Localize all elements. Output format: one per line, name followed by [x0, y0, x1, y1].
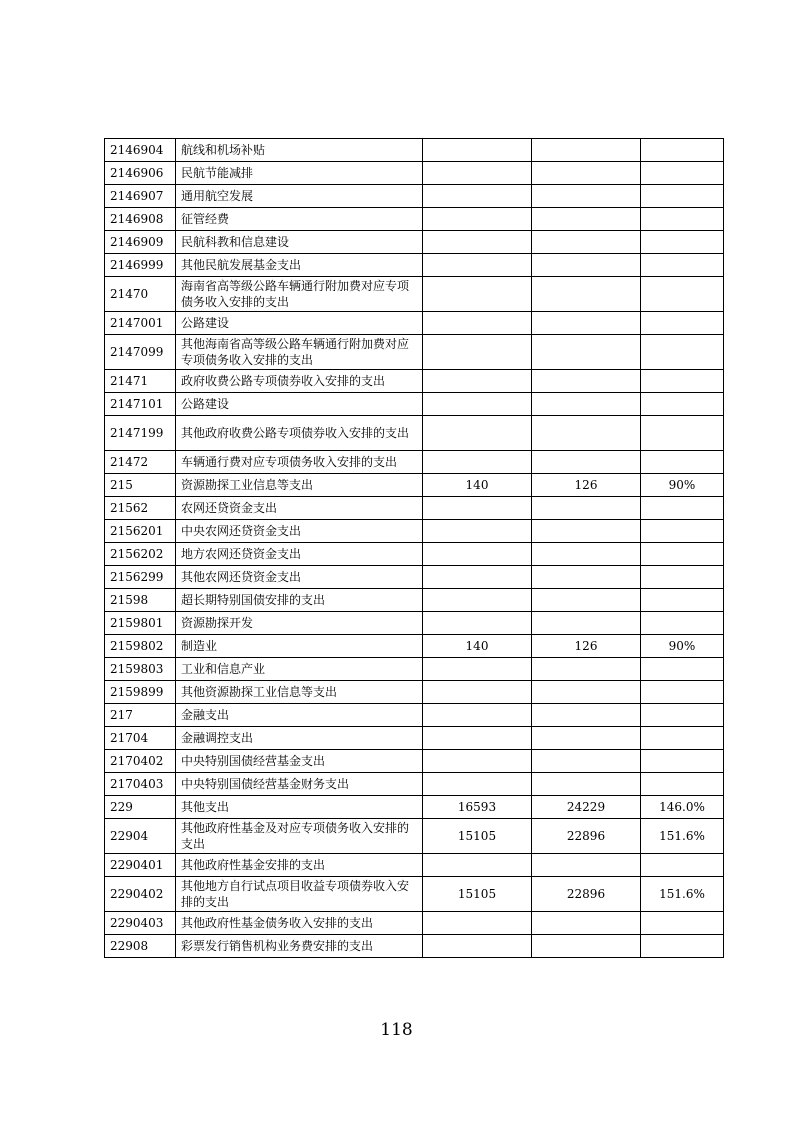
row-value-1: [423, 704, 532, 727]
row-value-2: 22896: [532, 819, 641, 854]
row-value-1: [423, 393, 532, 416]
row-value-3: 151.6%: [641, 877, 724, 912]
row-value-1: [423, 935, 532, 958]
table-row: [105, 796, 724, 819]
row-value-3: [641, 566, 724, 589]
row-value-3: [641, 277, 724, 312]
row-value-3: [641, 393, 724, 416]
row-value-1: [423, 520, 532, 543]
row-name: 航线和机场补贴: [176, 139, 423, 162]
row-value-3: [641, 935, 724, 958]
table-row: [105, 854, 724, 877]
row-name: 其他资源勘探工业信息等支出: [176, 681, 423, 704]
row-value-2: [532, 416, 641, 451]
row-value-3: 90%: [641, 635, 724, 658]
table-row: [105, 750, 724, 773]
row-value-2: 126: [532, 635, 641, 658]
row-value-3: [641, 854, 724, 877]
table-row: [105, 416, 724, 451]
table-row: [105, 658, 724, 681]
row-name: 其他政府性基金债务收入安排的支出: [176, 912, 423, 935]
row-name: 金融调控支出: [176, 727, 423, 750]
row-value-3: [641, 773, 724, 796]
table-row: [105, 520, 724, 543]
row-code: 2159801: [105, 612, 176, 635]
row-code: 2170402: [105, 750, 176, 773]
row-value-2: [532, 704, 641, 727]
row-code: 2146909: [105, 231, 176, 254]
row-code: 2146999: [105, 254, 176, 277]
row-value-3: [641, 612, 724, 635]
row-code: 2156202: [105, 543, 176, 566]
row-value-3: [641, 497, 724, 520]
row-value-3: [641, 750, 724, 773]
row-value-1: 15105: [423, 819, 532, 854]
row-value-1: [423, 750, 532, 773]
row-code: 2290402: [105, 877, 176, 912]
row-name: 其他政府收费公路专项债券收入安排的支出: [176, 416, 423, 451]
table-row: [105, 393, 724, 416]
row-value-3: [641, 370, 724, 393]
table-row: [105, 681, 724, 704]
row-code: 21598: [105, 589, 176, 612]
row-code: 2290401: [105, 854, 176, 877]
budget-table: [104, 138, 724, 958]
row-value-2: [532, 208, 641, 231]
row-value-1: [423, 231, 532, 254]
row-value-2: [532, 231, 641, 254]
row-name: 其他海南省高等级公路车辆通行附加费对应专项债务收入安排的支出: [176, 335, 423, 370]
row-value-2: [532, 520, 641, 543]
row-name: 其他政府性基金安排的支出: [176, 854, 423, 877]
row-value-1: [423, 681, 532, 704]
row-value-1: [423, 589, 532, 612]
row-value-2: [532, 589, 641, 612]
page-number: 118: [380, 1020, 413, 1040]
table-row: [105, 451, 724, 474]
row-value-1: [423, 543, 532, 566]
row-code: 2146907: [105, 185, 176, 208]
row-value-3: [641, 704, 724, 727]
row-value-3: [641, 416, 724, 451]
row-name: 车辆通行费对应专项债务收入安排的支出: [176, 451, 423, 474]
table-row: [105, 773, 724, 796]
row-code: 2159803: [105, 658, 176, 681]
row-value-2: 126: [532, 474, 641, 497]
row-value-1: [423, 277, 532, 312]
row-value-2: [532, 854, 641, 877]
table-row: [105, 635, 724, 658]
row-name: 通用航空发展: [176, 185, 423, 208]
row-value-1: [423, 208, 532, 231]
row-value-2: [532, 750, 641, 773]
row-name: 公路建设: [176, 312, 423, 335]
row-value-3: [641, 208, 724, 231]
row-name: 地方农网还贷资金支出: [176, 543, 423, 566]
row-code: 2147101: [105, 393, 176, 416]
row-value-2: [532, 566, 641, 589]
table-row: [105, 543, 724, 566]
row-name: 其他农网还贷资金支出: [176, 566, 423, 589]
row-value-2: [532, 277, 641, 312]
row-value-3: [641, 589, 724, 612]
row-name: 中央农网还贷资金支出: [176, 520, 423, 543]
row-value-1: [423, 566, 532, 589]
row-value-3: 90%: [641, 474, 724, 497]
row-value-1: [423, 370, 532, 393]
row-code: 2156299: [105, 566, 176, 589]
row-value-2: [532, 658, 641, 681]
table-row: [105, 704, 724, 727]
row-value-1: [423, 612, 532, 635]
row-name: 中央特别国债经营基金财务支出: [176, 773, 423, 796]
row-value-2: 24229: [532, 796, 641, 819]
row-code: 21472: [105, 451, 176, 474]
row-code: 2146908: [105, 208, 176, 231]
row-name: 超长期特别国债安排的支出: [176, 589, 423, 612]
table-row: [105, 819, 724, 854]
row-value-2: 22896: [532, 877, 641, 912]
row-value-2: [532, 773, 641, 796]
row-name: 制造业: [176, 635, 423, 658]
row-value-2: [532, 185, 641, 208]
row-name: 征管经费: [176, 208, 423, 231]
row-value-1: [423, 162, 532, 185]
row-code: 22904: [105, 819, 176, 854]
row-code: 215: [105, 474, 176, 497]
row-value-3: [641, 543, 724, 566]
row-code: 2170403: [105, 773, 176, 796]
row-value-1: [423, 312, 532, 335]
table-row: [105, 254, 724, 277]
row-value-3: [641, 185, 724, 208]
row-value-3: [641, 451, 724, 474]
row-value-1: [423, 139, 532, 162]
table-row: [105, 370, 724, 393]
table-row: [105, 589, 724, 612]
row-value-1: [423, 185, 532, 208]
row-value-1: [423, 335, 532, 370]
row-code: 21471: [105, 370, 176, 393]
row-code: 21562: [105, 497, 176, 520]
table-row: [105, 162, 724, 185]
row-code: 2159899: [105, 681, 176, 704]
row-code: 2147199: [105, 416, 176, 451]
row-code: 22908: [105, 935, 176, 958]
row-code: 2156201: [105, 520, 176, 543]
row-code: 2146906: [105, 162, 176, 185]
row-value-3: [641, 312, 724, 335]
row-value-3: [641, 727, 724, 750]
table-row: [105, 497, 724, 520]
row-value-2: [532, 393, 641, 416]
budget-table-body: [105, 139, 724, 958]
row-value-3: [641, 681, 724, 704]
row-value-3: [641, 912, 724, 935]
row-name: 政府收费公路专项债券收入安排的支出: [176, 370, 423, 393]
row-value-3: [641, 658, 724, 681]
row-value-3: [641, 520, 724, 543]
row-value-3: 151.6%: [641, 819, 724, 854]
row-value-2: [532, 370, 641, 393]
row-value-2: [532, 935, 641, 958]
row-value-3: [641, 162, 724, 185]
table-row: [105, 566, 724, 589]
table-row: [105, 208, 724, 231]
table-row: [105, 139, 724, 162]
row-name: 民航节能减排: [176, 162, 423, 185]
table-row: [105, 335, 724, 370]
row-code: 21470: [105, 277, 176, 312]
row-value-3: [641, 231, 724, 254]
row-value-2: [532, 162, 641, 185]
row-value-2: [532, 912, 641, 935]
table-row: [105, 312, 724, 335]
row-name: 海南省高等级公路车辆通行附加费对应专项债务收入安排的支出: [176, 277, 423, 312]
row-code: 229: [105, 796, 176, 819]
row-value-1: 140: [423, 474, 532, 497]
row-value-1: [423, 416, 532, 451]
row-code: 2146904: [105, 139, 176, 162]
row-code: 21704: [105, 727, 176, 750]
row-value-3: [641, 254, 724, 277]
row-value-1: [423, 451, 532, 474]
row-value-2: [532, 612, 641, 635]
row-value-1: [423, 912, 532, 935]
table-row: [105, 912, 724, 935]
row-value-2: [532, 254, 641, 277]
row-value-2: [532, 312, 641, 335]
row-value-1: [423, 773, 532, 796]
row-value-2: [532, 497, 641, 520]
row-code: 217: [105, 704, 176, 727]
row-value-1: [423, 727, 532, 750]
row-name: 金融支出: [176, 704, 423, 727]
row-name: 民航科教和信息建设: [176, 231, 423, 254]
row-code: 2147099: [105, 335, 176, 370]
row-name: 资源勘探工业信息等支出: [176, 474, 423, 497]
row-name: 其他政府性基金及对应专项债务收入安排的支出: [176, 819, 423, 854]
row-code: 2290403: [105, 912, 176, 935]
row-name: 其他民航发展基金支出: [176, 254, 423, 277]
row-name: 中央特别国债经营基金支出: [176, 750, 423, 773]
row-value-1: 15105: [423, 877, 532, 912]
row-name: 农网还贷资金支出: [176, 497, 423, 520]
row-value-1: [423, 854, 532, 877]
row-value-3: [641, 139, 724, 162]
row-value-1: 140: [423, 635, 532, 658]
row-code: 2159802: [105, 635, 176, 658]
row-name: 公路建设: [176, 393, 423, 416]
row-name: 其他地方自行试点项目收益专项债券收入安排的支出: [176, 877, 423, 912]
row-name: 资源勘探开发: [176, 612, 423, 635]
row-value-1: 16593: [423, 796, 532, 819]
row-value-2: [532, 681, 641, 704]
row-value-2: [532, 727, 641, 750]
table-row: [105, 727, 724, 750]
row-value-2: [532, 335, 641, 370]
row-value-3: 146.0%: [641, 796, 724, 819]
row-value-3: [641, 335, 724, 370]
row-value-2: [532, 543, 641, 566]
table-row: [105, 935, 724, 958]
row-value-1: [423, 254, 532, 277]
row-value-1: [423, 497, 532, 520]
row-value-1: [423, 658, 532, 681]
table-row: [105, 612, 724, 635]
table-row: [105, 185, 724, 208]
table-row: [105, 474, 724, 497]
row-code: 2147001: [105, 312, 176, 335]
row-value-2: [532, 451, 641, 474]
table-row: [105, 877, 724, 912]
table-row: [105, 231, 724, 254]
row-value-2: [532, 139, 641, 162]
row-name: 工业和信息产业: [176, 658, 423, 681]
table-row: [105, 277, 724, 312]
row-name: 彩票发行销售机构业务费安排的支出: [176, 935, 423, 958]
row-name: 其他支出: [176, 796, 423, 819]
